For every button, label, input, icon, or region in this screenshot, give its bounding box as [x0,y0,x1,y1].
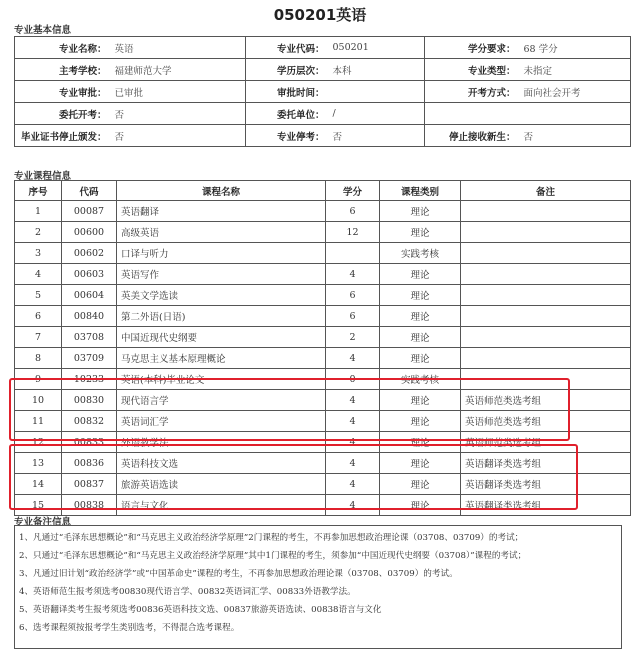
course-type-cell: 实践考核 [380,243,461,264]
course-note-cell: 英语翻译类选考组 [461,474,631,495]
course-type-cell: 理论 [380,411,461,432]
course-credit-cell: 4 [326,474,380,495]
course-type-cell: 理论 [380,474,461,495]
course-credit-cell: 4 [326,264,380,285]
course-name-cell: 语言与文化 [117,495,326,516]
translation-group-highlight [9,444,578,510]
note-line: 3、凡通过旧计划“政治经济学”或“中国革命史”课程的考生，不再参加思想政治理论课（03708、03709）的考试。 [19,569,458,579]
course-code-cell: 00838 [62,495,117,516]
course-seq-cell: 8 [15,348,62,369]
course-code-cell: 00603 [62,264,117,285]
course-seq-cell: 12 [15,432,62,453]
course-name-cell: 英语词汇学 [117,411,326,432]
column-header: 序号 [15,181,62,201]
basic-info-table [14,36,631,147]
info-label: 审批时间： [246,81,329,103]
course-credit-cell: 6 [326,285,380,306]
course-credit-cell: 4 [326,495,380,516]
course-credit-cell: 4 [326,453,380,474]
course-code-cell: 00600 [62,222,117,243]
info-label: 专业代码： [246,37,329,59]
course-seq-cell: 1 [15,201,62,222]
course-seq-cell: 4 [15,264,62,285]
notes-heading: 专业备注信息 [14,517,72,528]
note-line: 1、凡通过“毛泽东思想概论”和“马克思主义政治经济学原理”2门课程的考生，不再参加思想政治理论课（03708、03709）的考试； [19,533,524,543]
course-name-cell: 中国近现代史纲要 [117,327,326,348]
course-credit-cell: 4 [326,432,380,453]
column-header: 备注 [461,181,631,201]
info-label: 开考方式： [425,81,520,103]
course-name-cell: 英语翻译 [117,201,326,222]
info-value: 面向社会开考 [520,81,631,103]
course-type-cell: 理论 [380,495,461,516]
page-title: 050201英语 [273,6,367,24]
course-note-cell: 英语师范类选考组 [461,390,631,411]
info-value [520,103,631,125]
course-row [15,285,631,306]
course-credit-cell: 6 [326,201,380,222]
course-note-cell: 英语翻译类选考组 [461,495,631,516]
course-row [15,222,631,243]
info-label: 专业名称： [15,37,111,59]
course-seq-cell: 14 [15,474,62,495]
course-type-cell: 实践考核 [380,369,461,390]
course-note-cell: 英语师范类选考组 [461,411,631,432]
course-type-cell: 理论 [380,432,461,453]
course-credit-cell: 4 [326,411,380,432]
info-row [15,37,631,59]
course-note-cell [461,285,631,306]
course-type-cell: 理论 [380,348,461,369]
course-name-cell: 高级英语 [117,222,326,243]
course-type-cell: 理论 [380,201,461,222]
info-value: 未指定 [520,59,631,81]
info-label: 专业审批： [15,81,111,103]
course-header-row [15,181,631,201]
course-note-cell [461,306,631,327]
course-code-cell: 00830 [62,390,117,411]
course-note-cell [461,243,631,264]
info-value: 已审批 [111,81,246,103]
course-credit-cell: 2 [326,327,380,348]
course-row [15,243,631,264]
column-header: 课程名称 [117,181,326,201]
info-row [15,125,631,147]
course-seq-cell: 5 [15,285,62,306]
course-type-cell: 理论 [380,453,461,474]
course-note-cell: 英语翻译类选考组 [461,453,631,474]
course-name-cell: 外语教学法 [117,432,326,453]
course-credit-cell: 6 [326,306,380,327]
course-credit-cell: 4 [326,348,380,369]
course-name-cell: 口译与听力 [117,243,326,264]
info-label: 委托单位： [246,103,329,125]
teacher-group-highlight [9,378,570,441]
info-value: 福建师范大学 [111,59,246,81]
note-line: 6、选考课程须按报考学生类别选考，不得混合选考课程。 [19,623,240,633]
info-value: 否 [520,125,631,147]
course-credit-cell: 0 [326,369,380,390]
course-code-cell: 00602 [62,243,117,264]
course-code-cell: 00833 [62,432,117,453]
course-code-cell: 00836 [62,453,117,474]
info-row [15,59,631,81]
info-label [425,103,520,125]
course-info-heading: 专业课程信息 [14,171,72,182]
note-line: 5、英语翻译类考生报考须选考00836英语科技文选、00837旅游英语选读、00838语言与文化 [19,605,382,615]
basic-info-heading: 专业基本信息 [14,25,72,36]
course-note-cell [461,327,631,348]
course-code-cell: 00604 [62,285,117,306]
course-seq-cell: 11 [15,411,62,432]
course-seq-cell: 7 [15,327,62,348]
course-row [15,327,631,348]
info-value [329,81,425,103]
info-row [15,81,631,103]
course-type-cell: 理论 [380,222,461,243]
course-name-cell: 英语(本科)毕业论文 [117,369,326,390]
column-header: 课程类别 [380,181,461,201]
course-type-cell: 理论 [380,285,461,306]
course-row [15,201,631,222]
info-value: / [329,103,425,125]
course-name-cell: 第二外语(日语) [117,306,326,327]
course-code-cell: 03708 [62,327,117,348]
course-seq-cell: 10 [15,390,62,411]
column-header: 学分 [326,181,380,201]
info-value: 否 [111,103,246,125]
course-name-cell: 英语科技文选 [117,453,326,474]
course-credit-cell: 4 [326,390,380,411]
course-seq-cell: 6 [15,306,62,327]
course-type-cell: 理论 [380,306,461,327]
course-credit-cell: 12 [326,222,380,243]
info-label: 学历层次： [246,59,329,81]
course-code-cell: 00837 [62,474,117,495]
course-type-cell: 理论 [380,327,461,348]
info-value: 否 [329,125,425,147]
info-row [15,103,631,125]
info-label: 主考学校： [15,59,111,81]
info-value: 050201 [329,37,425,59]
course-row [15,264,631,285]
info-value: 本科 [329,59,425,81]
course-seq-cell: 3 [15,243,62,264]
info-value: 英语 [111,37,246,59]
note-line: 4、英语师范生报考须选考00830现代语言学、00832英语词汇学、00833外语教学法。 [19,587,356,597]
course-note-cell [461,348,631,369]
course-code-cell: 03709 [62,348,117,369]
course-note-cell [461,264,631,285]
course-name-cell: 旅游英语选读 [117,474,326,495]
info-label: 毕业证书停止颁发： [15,125,111,147]
course-code-cell: 10233 [62,369,117,390]
course-code-cell: 00832 [62,411,117,432]
column-header: 代码 [62,181,117,201]
info-label: 学分要求： [425,37,520,59]
course-seq-cell: 15 [15,495,62,516]
course-note-cell [461,201,631,222]
course-name-cell: 英语写作 [117,264,326,285]
info-value: 68 学分 [520,37,631,59]
course-note-cell: 英语师范类选考组 [461,432,631,453]
course-row [15,306,631,327]
course-seq-cell: 2 [15,222,62,243]
course-type-cell: 理论 [380,390,461,411]
course-type-cell: 理论 [380,264,461,285]
note-line: 2、只通过“毛泽东思想概论”和“马克思主义政治经济学原理”其中1门课程的考生，须参加“中国近现代史纲要（03708）”课程的考试； [19,551,527,561]
info-label: 专业停考： [246,125,329,147]
course-row [15,348,631,369]
info-label: 停止接收新生： [425,125,520,147]
info-value: 否 [111,125,246,147]
course-code-cell: 00840 [62,306,117,327]
info-label: 专业类型： [425,59,520,81]
course-name-cell: 马克思主义基本原理概论 [117,348,326,369]
info-label: 委托开考： [15,103,111,125]
course-code-cell: 00087 [62,201,117,222]
course-seq-cell: 13 [15,453,62,474]
course-seq-cell: 9 [15,369,62,390]
course-note-cell [461,222,631,243]
course-name-cell: 现代语言学 [117,390,326,411]
course-credit-cell [326,243,380,264]
notes-box [14,525,622,649]
course-name-cell: 英美文学选读 [117,285,326,306]
